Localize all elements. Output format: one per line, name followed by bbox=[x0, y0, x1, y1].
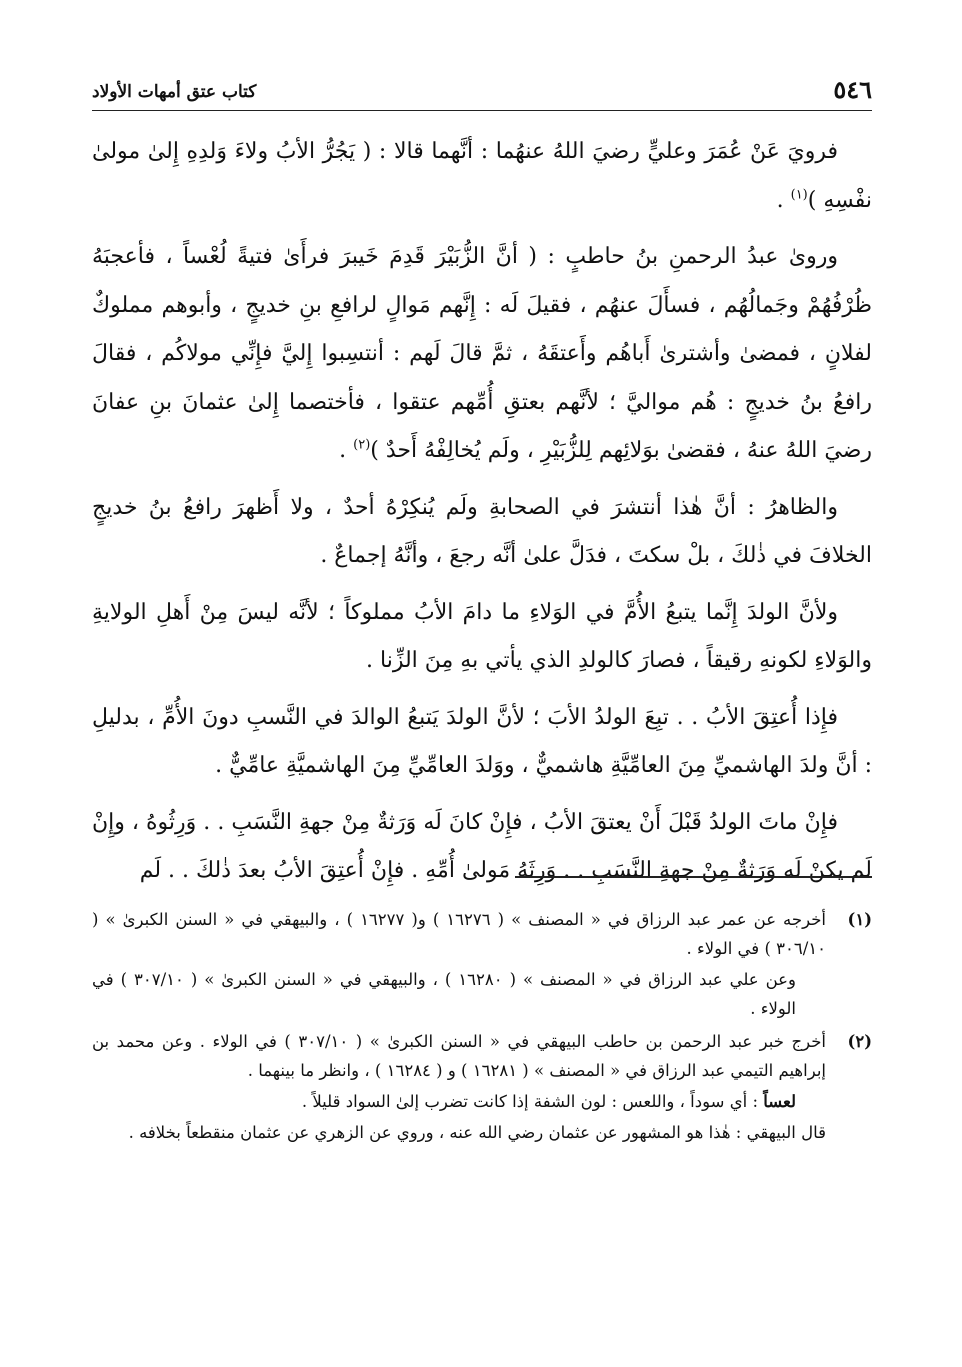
gloss-line bbox=[92, 1087, 826, 1116]
footnote-number: (٢) bbox=[847, 1032, 872, 1051]
footnote-line: قال البيهقي : هٰذا هو المشهور عن عثمان رضي الله عنه ، وروي عن الزهري عن عثمان منقطعاً بخلافه . bbox=[128, 1123, 826, 1142]
paragraph bbox=[92, 799, 872, 896]
footnote-ref: (١) bbox=[790, 187, 808, 203]
main-text bbox=[92, 128, 872, 904]
footnote-body bbox=[92, 1027, 826, 1149]
footnote-divider bbox=[515, 876, 872, 878]
paragraph bbox=[92, 128, 872, 225]
paragraph-text: والظاهرُ : أنَّ هٰذا أنتشرَ في الصحابةِ ولَم يُنكِرْهُ أحدٌ ، ولا أَظهرَ رافعُ بنُ خديجٍ الخلافَ في ذٰلكَ ، بلْ سكتَ ، فدَلَّ علىٰ أنَّه رجعَ ، وأنَّهُ إجماعٌ . bbox=[92, 494, 872, 568]
footnote-number: (١) bbox=[847, 910, 872, 929]
gloss-text: : أي سوداً ، واللعس : لون الشفة إذا كانت تضرب إلىٰ السواد قليلاً . bbox=[301, 1092, 764, 1111]
running-title: كتاب عتق أمهات الأولاد bbox=[92, 82, 257, 102]
footnote bbox=[92, 905, 872, 1025]
footnote-line: وعن علي عبد الرزاق في « المصنف » ( ١٦٢٨٠ ) ، والبيهقي في « السنن الكبرىٰ » ( ٣٠٧/١٠ ) في الولاء . bbox=[92, 970, 796, 1018]
paragraph bbox=[92, 589, 872, 686]
page-number: ٥٤٦ bbox=[833, 75, 872, 104]
gloss-term: لعساً bbox=[763, 1092, 796, 1111]
footnote-line: أخرجه عن عمر عبد الرزاق في « المصنف » ( ١٦٢٧٦ ) و( ١٦٢٧٧ ) ، والبيهقي في « السنن الكبرىٰ » ( ٣٠٦/١٠ ) في الولاء . bbox=[92, 910, 826, 958]
paragraph-text: فإِذا أُعتِقَ الأبُ . . تبِعَ الولدُ الأبَ ؛ لأنَّ الولدَ يَتبعُ الوالدَ في النَّسبِ دونَ الأُمِّ ، بدليلِ : أنَّ ولدَ الهاشميِّ مِنَ العامِّيَّةِ هاشميٌّ ، ووَلدَ العامِّيِّ مِنَ الهاشميَّةِ عامِّيٌّ . bbox=[92, 704, 872, 778]
paragraph bbox=[92, 233, 872, 476]
footnote bbox=[92, 1027, 872, 1149]
footnotes bbox=[92, 905, 872, 1151]
footnote-ref: (٢) bbox=[353, 437, 371, 453]
paragraph-text: ولأنَّ الولدَ إِنَّما يتبعُ الأُمَّ في الوَلاءِ ما دامَ الأبُ مملوكاً ؛ لأنَّه ليسَ مِنْ أَهلِ الولايةِ والوَلاءِ لكونهِ رقيقاً ، فصارَ كالولدِ الذي يأتي بهِ مِنَ الزِّنا . bbox=[92, 599, 872, 673]
paragraph-tail: . bbox=[776, 187, 791, 213]
paragraph-tail: . bbox=[339, 438, 354, 463]
footnote-body bbox=[92, 905, 826, 1025]
paragraph bbox=[92, 484, 872, 581]
paragraph-text: وروىٰ عبدُ الرحمنِ بنُ حاطبٍ : ( أنَّ الزُّبَيْرَ قَدِمَ خَيبرَ فرأَىٰ فتيةً لُعْساً ، فأعجبَهُ ظُرْفُهُمْ وجَمالُهُم ، فسأَلَ عنهُم ، فقيلَ لَه : إِنَّهم مَوالٍ لرافعِ بنِ خديجٍ ، وأبوهم مملوكٌ لفلانٍ ، فمضىٰ وأشترىٰ أَباهُم وأَعتقَهُ ، ثمَّ قالَ لَهم : أنتسِبوا إِليَّ فإِنِّي مولاكُم ، فقالَ رافعُ بنُ خديجٍ : هُم مواليَّ ؛ لأنَّهم بعتقِ أُمِّهم عتقوا ، فأختصما إِلىٰ عثمانَ بنِ عفانَ رضيَ اللهُ عنهُ ، فقضىٰ بوَلائِهم لِلزُّبَيْرِ ، ولَم يُخالِفْهُ أَحدٌ ) bbox=[92, 244, 872, 463]
page-header bbox=[92, 70, 872, 111]
footnote-line: أخرج خبر عبد الرحمن بن حاطب البيهقي في « السنن الكبرىٰ » ( ٣٠٧/١٠ ) في الولاء . وعن محمد بن إبراهيم التيمي عبد الرزاق في « المصنف » ( ١٦٢٨١ ) و ( ١٦٢٨٤ ) ، وانظر ما بينهما . bbox=[92, 1032, 826, 1080]
paragraph bbox=[92, 694, 872, 791]
paragraph-text: فرويَ عَنْ عُمَرَ وعليٍّ رضيَ اللهُ عنهُما : أنَّهما قالا : ( يَجُرُّ الأبُ ولاءَ وَلدِهِ إِلىٰ مولىٰ نفْسِهِ ) bbox=[92, 139, 872, 213]
paragraph-text: فإِنْ ماتَ الولدُ قَبْلَ أَنْ يعتقَ الأبُ ، فإِنْ كانَ لَه وَرَثةٌ مِنْ جهةِ النَّسَبِ . . وَرِثُوهُ ، وإِنْ لَم يكنْ لَه وَرَثةٌ مِنْ جهةِ النَّسَبِ . . وَرِثَهُ مَولىٰ أُمِّهِ . فإِنْ أُعتِقَ الأبُ بعدَ ذٰلكَ . . لَم bbox=[92, 809, 872, 883]
